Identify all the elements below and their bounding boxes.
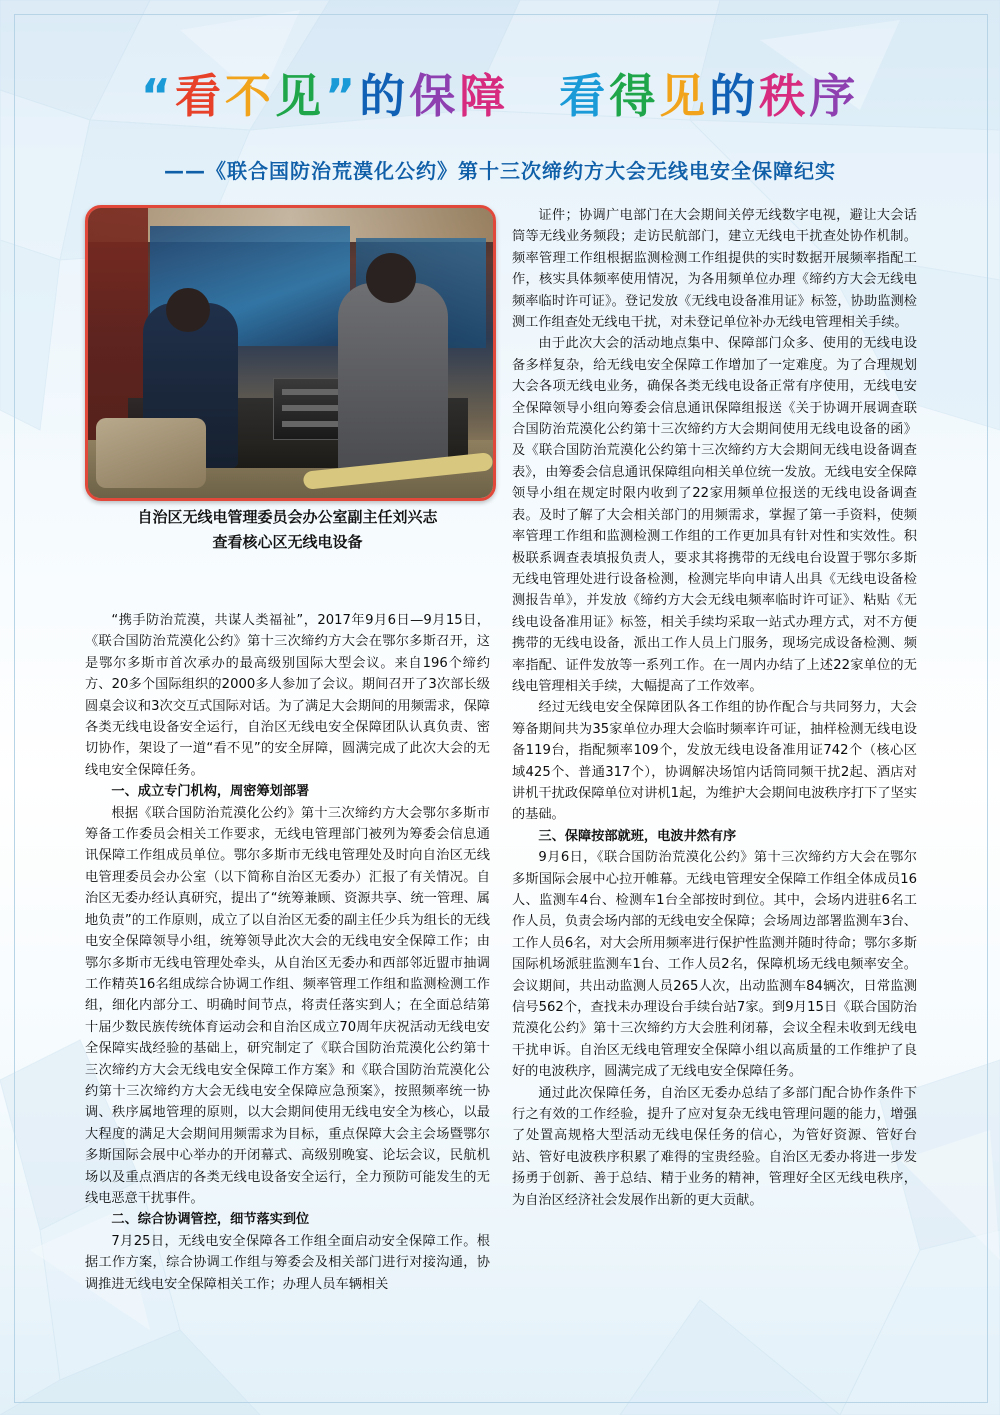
page-title [0,60,1000,126]
photo-scene [88,208,493,498]
photo-person-left-head [166,288,210,332]
headline-char-6: 保 [409,69,460,123]
headline-char-11: 见 [659,69,710,123]
body-paragraph: 通过此次保障任务，自治区无委办总结了多部门配合协作条件下行之有效的工作经验，提升了应对复杂无线电管理问题的能力，增强了处置高规格大型活动无线电保任务的信心，为管好资源、管好台站、管好电波秩序积累了难得的宝贵经验。自治区无委办将进一步发扬勇于创新、善于总结、精于业务的精神，管理好全区无线电秩序，为自治区经济社会发展作出新的更大贡献。 [512,1085,917,1208]
headline-char-13: 秩 [759,69,810,123]
photo-caption-line1: 自治区无线电管理委员会办公室副主任刘兴志 [137,508,438,526]
section-heading: 一、成立专门机构，周密筹划部署 [111,784,310,800]
section-heading: 二、综合协调管控，细节落实到位 [111,1212,310,1228]
section-heading: 三、保障按部就班，电波井然有序 [538,828,737,844]
subheadline: ——《联合国防治荒漠化公约》第十三次缔约方大会无线电安全保障纪实 [164,159,836,183]
body-paragraph: 证件；协调广电部门在大会期间关停无线数字电视，避让大会话筒等无线业务频段；走访民航部门，建立无线电干扰查处协作机制。频率管理工作组根据监测检测工作组提供的实时数据开展频率指配工作，核实具体频率使用情况，为各用频单位办理《缔约方大会无线电频率临时许可证》。登记发放《无线电设备准用证》标签，协助监测检测工作组查处无线电干扰，对未登记单位补办无线电管理相关手续。 [512,208,917,331]
headline-char-14: 序 [809,69,860,123]
headline-char-9: 看 [559,69,610,123]
article-photo [85,205,496,501]
headline-char-12: 的 [709,69,760,123]
headline-char-7: 障 [459,69,510,123]
headline-char-4: ” [325,69,360,123]
headline-char-0: “ [140,69,175,123]
headline-char-2: 不 [225,69,275,123]
body-paragraph: 7月25日，无线电安全保障各工作组全面启动安全保障工作。根据工作方案，综合协调工作组与筹委会及相关部门进行对接沟通，协调推进无线电安全保障相关工作；办理人员车辆相关 [85,1233,490,1292]
photo-person-right-head [366,253,416,303]
body-column-right [512,205,917,1211]
photo-chair [96,418,206,488]
body-column-left [85,610,490,1295]
photo-caption [85,505,490,555]
headline-char-10: 得 [609,69,660,123]
photo-caption-line2: 查看核心区无线电设备 [212,533,363,551]
headline-char-3: 见 [275,69,325,123]
photo-person-right-body [338,283,448,473]
body-paragraph: 经过无线电安全保障团队各工作组的协作配合与共同努力，大会筹备期间共为35家单位办理大会临时频率许可证，抽样检测无线电设备119台，指配频率109个，发放无线电设备准用证742个（核心区域425个、普通317个），协调解决场馆内话筒同频干扰2起、酒店对讲机干扰政保障单位对讲机1起，为维护大会期间电波秩序打下了坚实的基础。 [512,700,917,823]
headline-char-8 [509,60,559,126]
body-paragraph: “携手防治荒漠，共谋人类福祉”，2017年9月6日—9月15日，《联合国防治荒漠化公约》第十三次缔约方大会在鄂尔多斯召开，这是鄂尔多斯市首次承办的最高级别国际大型会议。来自196个缔约方、20多个国际组织的2000多人参加了会议。期间召开了3次部长级圆桌会议和3次交互式国际对话。为了满足大会期间的用频需求，保障各类无线电设备安全运行，自治区无线电安全保障团队认真负责、密切协作，架设了一道“看不见”的安全屏障，圆满完成了此次大会的无线电安全保障任务。 [85,613,490,778]
body-paragraph: 9月6日，《联合国防治荒漠化公约》第十三次缔约方大会在鄂尔多斯国际会展中心拉开帷幕。无线电管理安全保障工作组全体成员16人、监测车4台、检测车1台全部按时到位。其中，会场内进驻6名工作人员，负责会场内部的无线电安全保障；会场周边部署监测车3台、工作人员6名，对大会所用频率进行保护性监测并随时待命；鄂尔多斯国际机场派驻监测车1台、工作人员2名，保障机场无线电频率安全。会议期间，共出动监测人员265人次，出动监测车84辆次，日常监测信号562个，查找未办理设台手续台站7家。到9月15日《联合国防治荒漠化公约》第十三次缔约方大会胜利闭幕，会议全程未收到无线电干扰申诉。自治区无线电管理安全保障小组以高质量的工作维护了良好的电波秩序，圆满完成了无线电安全保障任务。 [512,850,917,1080]
body-paragraph: 由于此次大会的活动地点集中、保障部门众多、使用的无线电设备多样复杂，给无线电安全保障工作增加了一定难度。为了合理规划大会各项无线电业务，确保各类无线电设备正常有序使用，无线电安全保障领导小组向筹委会信息通讯保障组报送《关于协调开展调查联合国防治荒漠化公约第十三次缔约方大会期间使用无线电设备的函》及《联合国防治荒漠化公约第十三次缔约方大会期间无线电设备调查表》，由筹委会信息通讯保障组向相关单位统一发放。无线电安全保障领导小组在规定时限内收到了22家用频单位报送的无线电设备调查表。及时了解了大会相关部门的用频需求，掌握了第一手资料，使频率管理工作组和监测检测工作组的工作更加具有针对性和实效性。积极联系调查表填报负责人，要求其将携带的无线电台设置于鄂尔多斯无线电管理处进行设备检测，检测完毕向申请人出具《无线电设备检测报告单》，并发放《缔约方大会无线电频率临时许可证》、粘贴《无线电设备准用证》标签，相关手续均采取一站式办理方式，对不方便携带的无线电设备，派出工作人员上门服务，现场完成设备检测、频率指配、证件发放等一系列工作。在一周内办结了上述22家单位的无线电管理相关手续，大幅提高了工作效率。 [512,336,917,694]
headline-char-1: 看 [175,69,225,123]
headline-char-5: 的 [359,69,410,123]
body-paragraph: 根据《联合国防治荒漠化公约》第十三次缔约方大会鄂尔多斯市筹备工作委员会相关工作要求，无线电管理部门被列为筹委会信息通讯保障工作组成员单位。鄂尔多斯市无线电管理处及时向自治区无线电管理委员会办公室（以下简称自治区无委办）汇报了有关情况。自治区无委办经认真研究，提出了“统筹兼顾、资源共享、统一管理、属地负责”的工作原则，成立了以自治区无委的副主任少兵为组长的无线电安全保障领导小组，统筹领导此次大会的无线电安全保障工作；由鄂尔多斯市无线电管理处牵头，从自治区无委办和西部邻近盟市抽调工作精英16名组成综合协调工作组、频率管理工作组和监测检测工作组，细化内部分工、明确时间节点，将责任落实到人；在全面总结第十届少数民族传统体育运动会和自治区成立70周年庆祝活动无线电安全保障实战经验的基础上，研究制定了《联合国防治荒漠化公约第十三次缔约方大会无线电安全保障工作方案》和《联合国防治荒漠化公约第十三次缔约方大会无线电安全保障应急预案》，按照频率统一协调、秩序属地管理的原则，以大会期间使用无线电安全为核心，以最大程度的满足大会期间用频需求为目标，重点保障大会主会场暨鄂尔多斯国际会展中心举办的开闭幕式、高级别晚宴、论坛会议，民航机场以及重点酒店的各类无线电设备安全运行，全力预防可能发生的无线电恶意干扰事件。 [85,805,490,1206]
